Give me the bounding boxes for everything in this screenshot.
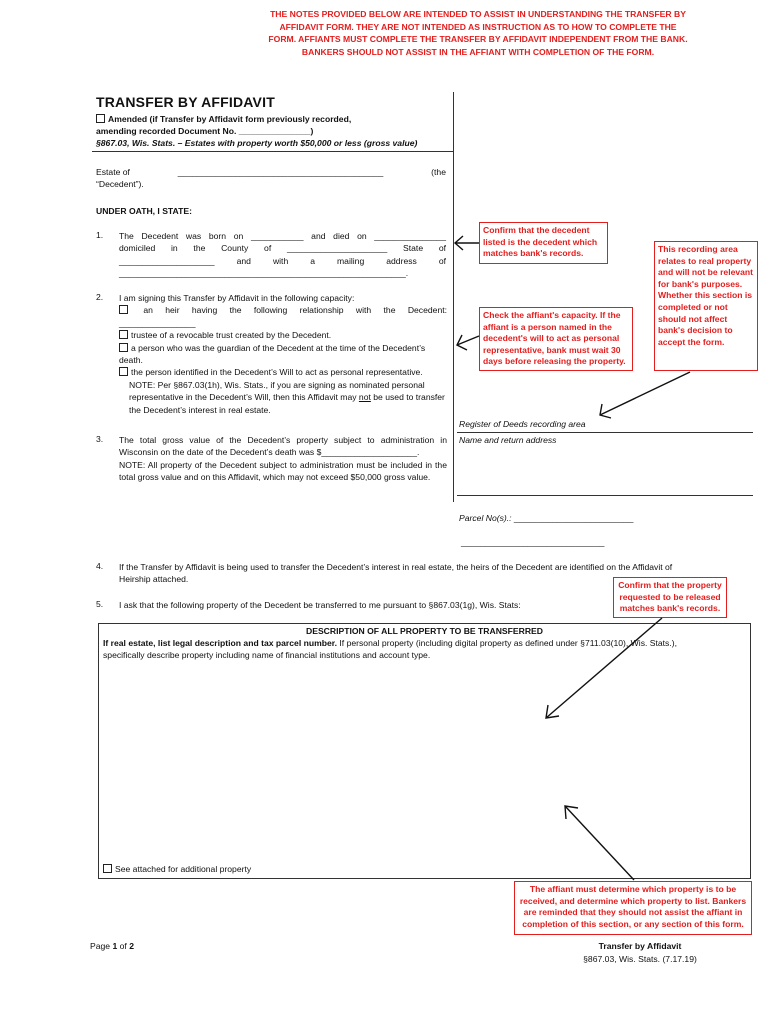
arrow-recording — [600, 372, 690, 415]
callout-recording-area: This recording area relates to real property and will not be relevant for bank's purposes. Whether this section is completed or not should not affect bank's decision to accept the form. — [654, 241, 758, 371]
callout-confirm-decedent: Confirm that the decedent listed is the decedent which matches bank's records. — [479, 222, 608, 264]
heir-relationship-blank[interactable]: ________________ — [119, 317, 196, 328]
statute-line: §867.03, Wis. Stats. – Estates with property worth $50,000 or less (gross value) — [96, 138, 418, 148]
register-of-deeds-label: Register of Deeds recording area — [459, 419, 586, 429]
description-heading: DESCRIPTION OF ALL PROPERTY TO BE TRANSFERRED — [306, 626, 543, 636]
arrow-property — [546, 618, 662, 718]
callout-affiant-capacity: Check the affiant's capacity. If the affiant is a person named in the decedent's will to act as personal representative, bank must wait 30 days before releasing the property. — [479, 307, 633, 371]
description-instructions: If real estate, list legal description and tax parcel number. If personal property (including digital property as defined under §711.03(10), Wis. Stats.), specifically describe property including name of financial institutions and account type. — [103, 638, 677, 661]
item5-text: I ask that the following property of the Decedent be transferred to me pursuant to §867.03(1g), Wis. Stats: — [119, 600, 521, 610]
arrow-determine — [565, 806, 634, 880]
callout-affiant-determine: The affiant must determine which property is to be received, and determine which property to list. Bankers are reminded that they should not assist the affiant in completion of this section, or any section of this form. — [514, 881, 752, 935]
parcel-line: Parcel No(s).: _________________________ — [459, 513, 634, 523]
item1-number: 1. — [96, 230, 104, 240]
oath-heading: UNDER OATH, I STATE: — [96, 206, 192, 216]
estate-blank[interactable]: ___________________________________________ — [177, 167, 384, 177]
item5-number: 5. — [96, 599, 104, 609]
bank-notice: THE NOTES PROVIDED BELOW ARE INTENDED TO ASSIST IN UNDERSTANDING THE TRANSFER BY AFFIDAVIT FORM. THEY ARE NOT INTENDED AS INSTRUCTION AS TO HOW TO COMPLETE THE FORM. AFFIANTS MUST COMPLETE THE TRANSFER BY AFFIDAVIT INDEPENDENT FROM THE BANK. BANKERS SHOULD NOT ASSIST IN THE AFFIANT WITH COMPLETION OF THE FORM. — [268, 9, 688, 57]
amended-checkbox-line: Amended (if Transfer by Affidavit form previously recorded, amending recorded Document No. _______________) — [96, 114, 352, 136]
estate-line: Estate of ___________________________________________ (the “Decedent”). — [96, 167, 446, 190]
form-title: TRANSFER BY AFFIDAVIT — [96, 94, 275, 110]
callout-confirm-property: Confirm that the property requested to be released matches bank's records. — [613, 577, 727, 618]
item1-text: The Decedent was born on ___________ and died on _______________ domiciled in the County of _____________________ State of ____________________ and with a mailing address of ____________________________________________________________. — [119, 231, 446, 279]
page-number: Page 1 of 2 — [90, 941, 134, 951]
footer-form-title: Transfer by Affidavit — [598, 941, 682, 951]
item3-number: 3. — [96, 434, 104, 444]
item2-number: 2. — [96, 292, 104, 302]
item2-note: NOTE: Per §867.03(1h), Wis. Stats., if you are signing as nominated personal representative in the Decedent’s Will, then this Affidavit may not be used to transfer the Decedent’s interest in real estate. — [129, 379, 445, 415]
footer-form-cite: §867.03, Wis. Stats. (7.17.19) — [583, 954, 697, 964]
item4-text: If the Transfer by Affidavit is being used to transfer the Decedent’s interest in real estate, the heirs of the Decedent are identified on the Affidavit of Heirship attached. — [119, 562, 673, 585]
parcel-blank[interactable]: _________________________ — [513, 513, 634, 523]
see-attached-line: See attached for additional property — [103, 863, 251, 875]
name-return-label: Name and return address — [459, 435, 557, 445]
item4-number: 4. — [96, 561, 104, 571]
item3-text: The total gross value of the Decedent’s property subject to administration in Wisconsin on the date of the Decedent’s death was $____________________. NOTE: All property of the Decedent subject to administration must be included in the total gross value and on this Affidavit, which may not exceed $50,000 gross value. — [119, 435, 447, 483]
item2-text: I am signing this Transfer by Affidavit in the following capacity: an heir having the following relationship with the Decedent: ________________ trustee of a revocable trust created by the Decedent. a person who was the guardian of the Decedent at the time of the Decedent’s death. the person identified in the Decedent’s Will to act as personal representative. NOTE: Per §867.03(1h), Wis. Stats., if you are signing as nominated personal representative in the Decedent’s Will, then this Affidavit may not be used to transfer the Decedent’s interest in real estate. — [119, 293, 447, 415]
parcel-blank-2[interactable]: ______________________________ — [461, 537, 605, 547]
